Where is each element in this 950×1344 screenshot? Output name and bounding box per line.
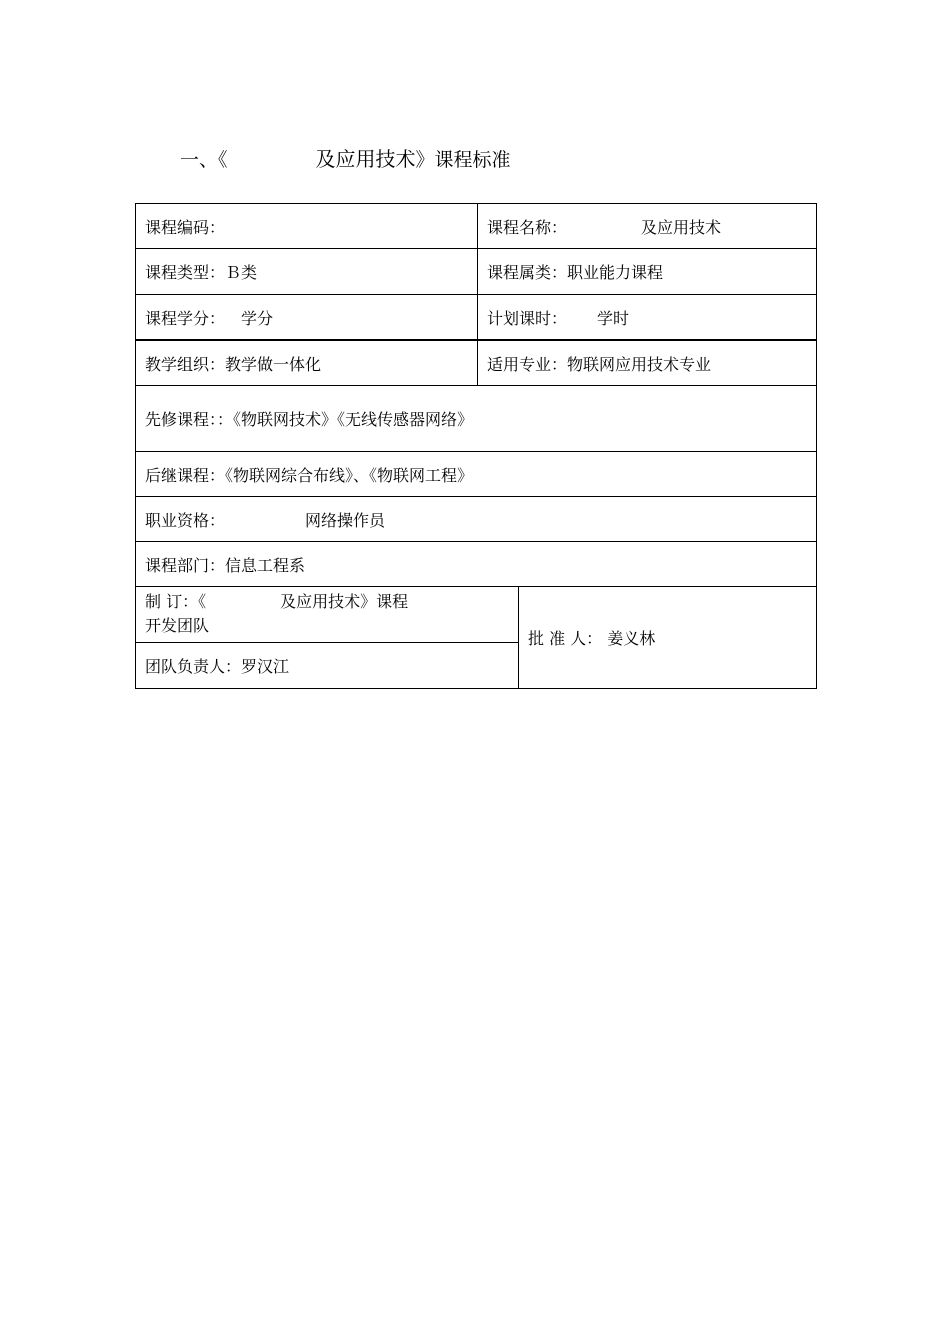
course-code-label: 课程编码： xyxy=(145,217,226,237)
course-category-cell xyxy=(477,248,817,295)
course-code-cell xyxy=(135,203,478,249)
title-bold: 及应用技术 xyxy=(315,147,416,171)
course-type: 课程类型：Ｂ类 xyxy=(145,263,258,282)
approver: 批 准 人： 姜义林 xyxy=(528,629,656,648)
course-name-value: 及应用技术 xyxy=(641,217,722,237)
credits-cell xyxy=(135,294,478,341)
qualification-label: 职业资格： xyxy=(145,510,226,530)
team-leader-cell xyxy=(135,642,519,689)
department: 课程部门：信息工程系 xyxy=(145,555,306,575)
credits-label: 课程学分： xyxy=(145,308,226,328)
qualification-cell xyxy=(135,496,817,542)
approver-cell xyxy=(518,586,817,689)
teaching-org-cell xyxy=(135,340,478,386)
teaching-org: 教学组织：教学做一体化 xyxy=(145,354,322,374)
hours-unit: 学时 xyxy=(597,308,630,328)
revise-suffix: 及应用技术》课程 xyxy=(280,592,409,611)
course-info-table xyxy=(135,203,817,689)
course-name-cell xyxy=(477,203,817,249)
revise-line2: 开发团队 xyxy=(145,616,210,635)
qualification-value: 网络操作员 xyxy=(305,510,386,530)
title-suffix: 》课程标准 xyxy=(415,149,511,171)
course-name-label: 课程名称： xyxy=(487,217,568,237)
revise-prefix: 制 订：《 xyxy=(145,592,207,611)
page-title xyxy=(180,143,511,175)
prerequisites: 先修课程：：《物联网技术》《无线传感器网络》 xyxy=(145,410,474,429)
credits-unit: 学分 xyxy=(241,308,274,328)
major-cell xyxy=(477,340,817,386)
prerequisites-cell xyxy=(135,385,817,452)
title-prefix: 一、《 xyxy=(180,149,228,171)
followup: 后继课程：《物联网综合布线》、《物联网工程》 xyxy=(145,465,474,485)
major: 适用专业：物联网应用技术专业 xyxy=(487,354,712,374)
team-leader: 团队负责人：罗汉江 xyxy=(145,657,290,676)
revise-cell xyxy=(135,586,519,643)
department-cell xyxy=(135,541,817,587)
course-type-cell xyxy=(135,248,478,295)
followup-cell xyxy=(135,451,817,497)
hours-label: 计划课时： xyxy=(487,308,568,328)
hours-cell xyxy=(477,294,817,341)
course-category: 课程属类：职业能力课程 xyxy=(487,263,664,282)
